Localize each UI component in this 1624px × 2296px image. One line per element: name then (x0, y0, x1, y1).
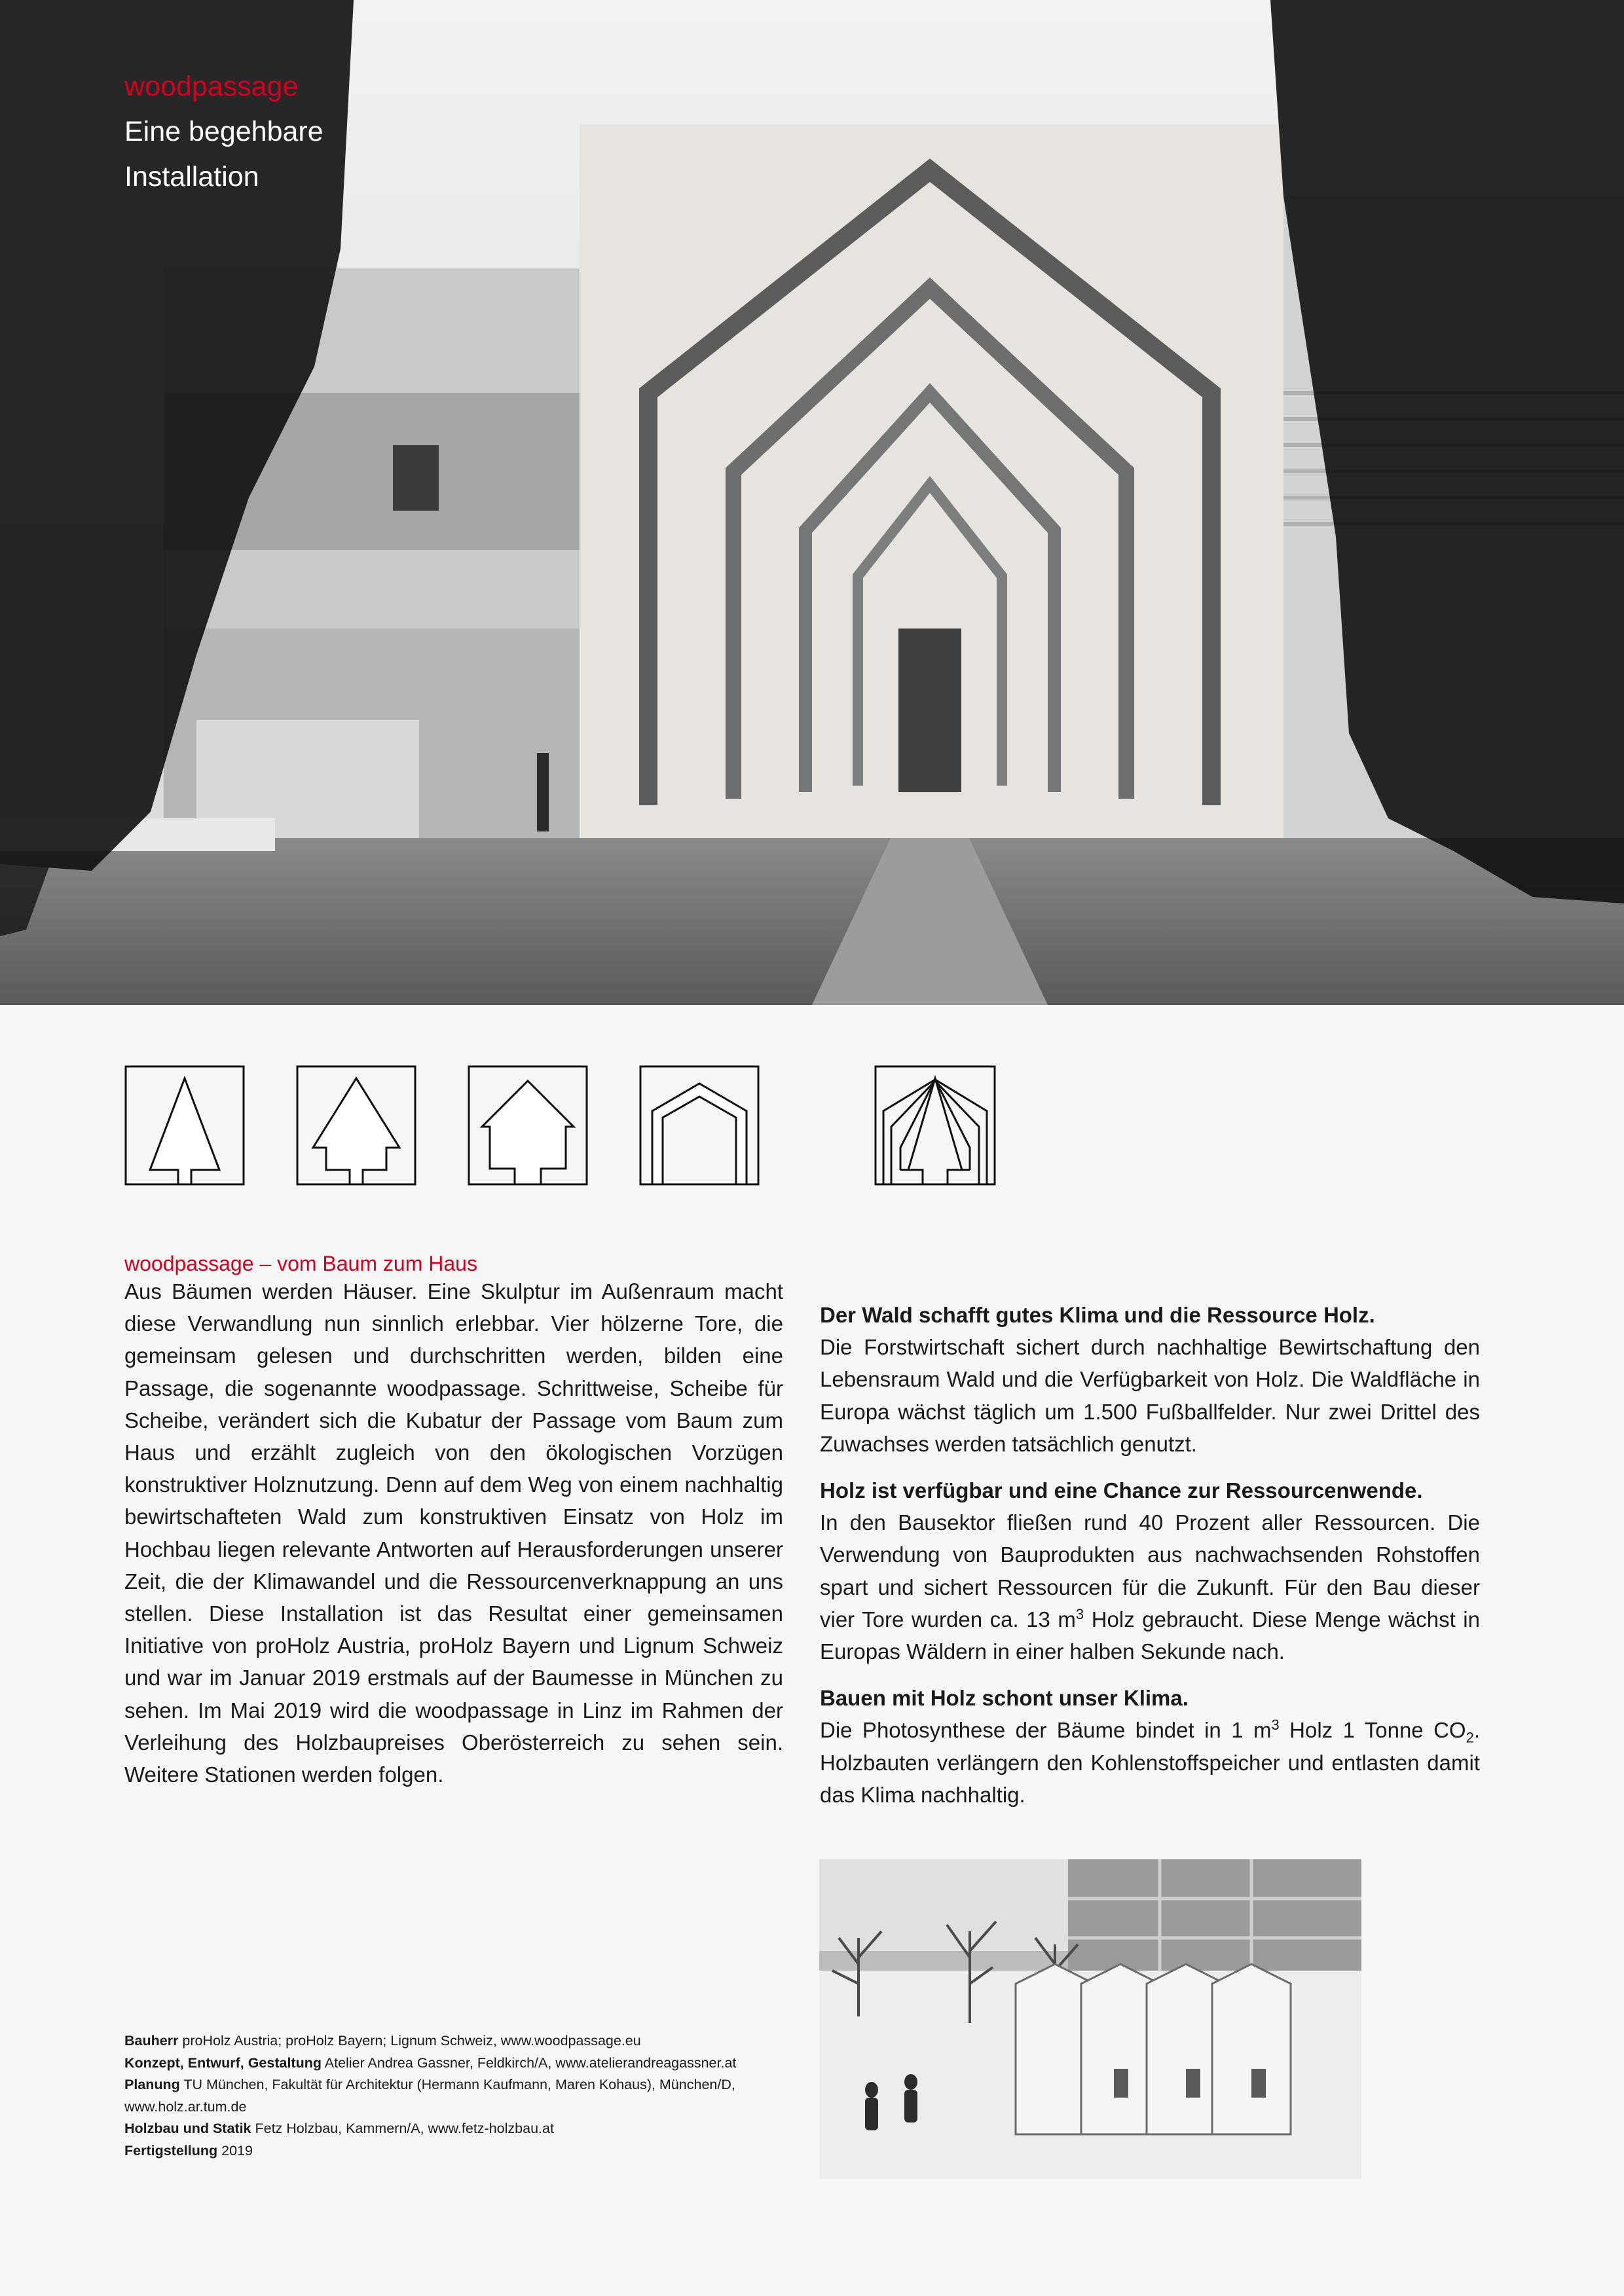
pictogram-tree (124, 1065, 245, 1186)
info-block-climate (820, 1682, 1480, 1811)
info-heading: Bauen mit Holz schont unser Klima. (820, 1686, 1189, 1711)
credit-row: Konzept, Entwurf, Gestaltung Atelier Andrea Gassner, Feldkirch/A, www.atelierandreagassner.at (124, 2054, 737, 2071)
info-block-resources (820, 1474, 1480, 1667)
intro-paragraph: Aus Bäumen werden Häuser. Eine Skulptur im Außenraum macht diese Verwandlung nun sinnlich erlebbar. Vier hölzerne Tore, die gemeinsam gelesen und durchschritten werden, bilden eine Passage, die sogenannte woodpassage. Schrittweise, Scheibe für Scheibe, verändert sich die Kubatur der Passage vom Baum zum Haus und erzählt zugleich von den ökologischen Vorzügen konstruktiver Holznutzung. Denn auf dem Weg von einem nachhaltig bewirtschafteten Wald zum konstruktiven Einsatz von Holz im Hochbau liegen relevante Antworten auf Herausforderungen unserer Zeit, die der Klimawandel und die Ressourcenverknappung an uns stellen. Diese Installation ist das Resultat einer gemeinsamen Initiative von proHolz Austria, proHolz Bayern und Lignum Schweiz und war im Januar 2019 erstmals auf der Baumesse in München zu sehen. Im Mai 2019 wird die woodpassage in Linz im Rahmen der Verleihung des Holzbaupreises Oberösterreich zu sehen sein. Weitere Stationen werden folgen. (124, 1279, 783, 1787)
credit-row: Holzbau und Statik Fetz Holzbau, Kammern/A, www.fetz-holzbau.at (124, 2121, 554, 2137)
installation-illustration (819, 1859, 1361, 2179)
pictogram-house-tree (468, 1065, 588, 1186)
hero-subtitle-line1: Eine begehbare (124, 116, 323, 147)
info-column (820, 1299, 1480, 1825)
pictogram-tree-wide (296, 1065, 416, 1186)
hero-title (124, 64, 323, 200)
hero-title-main: woodpassage (124, 71, 299, 102)
info-text: Die Photosynthese der Bäume bindet in 1 $m^3$ Holz 1 Tonne $CO_2$. Holzbauten verlängern den Kohlenstoffspeicher und entlasten damit das Klima nachhaltig. (820, 1717, 1480, 1807)
info-text: In den Bausektor fließen rund 40 Prozent aller Ressourcen. Die Verwendung von Bauprodukten aus nachwachsenden Rohstoffen spart und sichert Ressourcen für die Zukunft. Für den Bau dieser vier Tore wurden ca. 13 $m^3$ Holz gebraucht. Diese Menge wächst in Europas Wäldern in einer halben Sekunde nach. (820, 1510, 1480, 1664)
info-text: Die Forstwirtschaft sichert durch nachhaltige Bewirtschaftung den Lebensraum Wald und die Verfügbarkeit von Holz. Die Waldfläche in Europa wächst täglich um 1.500 Fußballfelder. Nur zwei Drittel des Zuwachses werden tatsächlich genutzt. (820, 1335, 1480, 1456)
info-heading: Holz ist verfügbar und eine Chance zur Ressourcenwende. (820, 1478, 1423, 1503)
credit-row: Planung TU München, Fakultät für Architektur (Hermann Kaufmann, Maren Kohaus), München/D, www.holz.ar.tum.de (124, 2077, 735, 2115)
credit-row: Fertigstellung 2019 (124, 2142, 253, 2159)
pictogram-house (639, 1065, 760, 1186)
info-heading: Der Wald schafft gutes Klima und die Ressource Holz. (820, 1303, 1375, 1327)
credit-row: Bauherr proHolz Austria; proHolz Bayern; Lignum Schweiz, www.woodpassage.eu (124, 2033, 641, 2049)
hero-photo (0, 0, 1624, 1005)
pictogram-overlay (874, 1065, 996, 1186)
credits (124, 2030, 786, 2162)
info-block-forest (820, 1299, 1480, 1460)
hero-subtitle-line2: Installation (124, 161, 259, 192)
section-title: woodpassage – vom Baum zum Haus (124, 1252, 477, 1275)
installation-photo (819, 1859, 1361, 2179)
